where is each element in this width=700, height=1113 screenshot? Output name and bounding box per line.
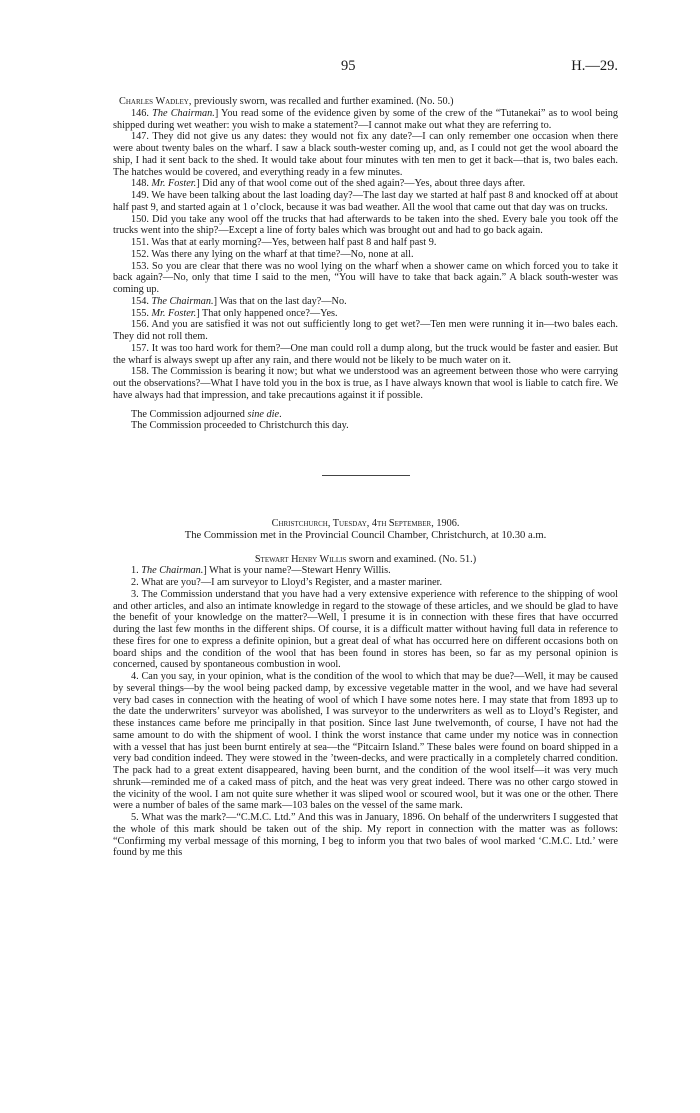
question-number: 155. [131,307,149,319]
question-number: 152. [131,248,149,260]
witness-text: , previously sworn, was recalled and further examined. [188,96,414,107]
question-text: ] Did any of that wool come out of the shed again?—Yes, about three days after. [196,178,526,190]
question-paragraph [113,671,618,812]
question-text: So you are clear that there was no wool lying on the wharf when a shower came on which forced you to take it back again?—No, only that time I said to the men, “You will have to take that back again.” A black south-wester was coming up. [113,260,618,295]
question-paragraph [113,565,618,577]
question-number: 2. [131,577,139,588]
question-paragraph [113,178,618,190]
question-number: 154. [131,295,149,307]
witness-name: Stewart Henry Willis [254,553,347,565]
question-text: We have been talking about the last loading day?—The last day we started at half past 8 and knocked off at about half past 9, and started again at 1 o’clock, because it was bad weather. All the wool that came out that day was on trucks. [113,190,618,213]
witness-number: (No. 51.) [438,553,477,565]
witness-number: (No. 50.) [416,96,454,107]
question-text: ] That only happened once?—Yes. [196,307,338,319]
sitting-note: The Commission met in the Provincial Council Chamber, Christchurch, at 10.30 a.m. [184,529,547,541]
question-number: 158. [131,366,149,378]
proceeded-note: The Commission proceeded to Christchurch this day. [131,420,349,432]
question-number: 146. [131,107,149,119]
question-number: 5. [131,812,139,823]
question-number: 151. [131,237,149,248]
question-number: 1. [131,565,139,577]
question-text: What was the mark?—“C.M.C. Ltd.” And this was in January, 1896. On behalf of the underwriters I suggested that the whole of this mark should be taken out of the ship. My report in connection with the matter was as follows: “Confirming my verbal message of this morning, I beg to inform you that two bales of wool marked ‘C.M.C. Ltd.’ were found by me this [113,812,618,859]
question-text: Can you say, in your opinion, what is the condition of the wool to which that may be due?—Well, it may be caused by several things—by the wool being packed damp, by excessive vegetable matter in the wool, and we have had several very bad cases in connection with the heating of wool of which I have some notes here. I may state that from 1893 up to the date the underwriters’ surveyor was abolished, I was surveyor to the underwriters as well as to Lloyd’s Register, and these instances came before me principally in that position. Since last June twelvemonth, of course, I have not had the same amount to do with the shipment of wool. I think the worst instance that came under my notice was in connection with a vessel that has just been burnt entirely at sea—the “Pitcairn Island.” These bales were found on board shipped in a very bad condition indeed. They were stowed in the ’tween-decks, and were practically in a completely charred condition. The pack had to a great extent disappeared, having been burnt, and the condition of the wool itself—it was very much shrunk—reminded me of a caked mass of pitch, and the heat was very great indeed. There was no other cargo stowed in the vicinity of the wool. I am not quite sure whether it was sliped wool or scoured wool, but it was one or the other. There were a number of bales of the same mark—103 bales on the vessel of the same mark. [113,671,619,812]
question-paragraph [113,308,618,320]
question-paragraph [113,131,618,178]
question-paragraph [113,366,618,401]
speaker: Mr. Foster. [151,307,197,319]
evidence-section-willis [113,565,618,859]
question-number: 157. [131,342,149,354]
question-paragraph [113,190,618,214]
question-paragraph [113,214,618,238]
question-paragraph [113,249,618,261]
question-number: 4. [131,671,139,682]
question-text: And you are satisfied it was not out sufficiently long to get wet?—Ten men were running it in—two bales each. They did not roll them. [113,319,618,342]
question-paragraph [113,589,618,671]
question-number: 3. [131,588,139,600]
question-text: ] What is your name?—Stewart Henry Willis. [203,565,391,577]
question-paragraph [113,237,618,249]
question-text: Was there any lying on the wharf at that time?—No, none at all. [151,248,414,260]
witness-heading-willis [113,554,618,566]
witness-heading-wadley [113,96,618,108]
speaker: The Chairman. [151,295,214,307]
question-text: ] You read some of the evidence given by some of the crew of the “Tutanekai” as to wool being shipped during wet weather: you wish to make a statement?—I cannot make out what they are referring to. [113,107,618,131]
adjournment-note: The Commission adjourned sine die. [131,408,282,420]
section-divider [322,475,410,476]
witness-text: sworn and examined. [346,553,437,565]
question-text: The Commission is bearing it now; but what we understood was an agreement between those who were carrying out the observations?—What I have told you in the box is true, as I have always known that wool is liable to catch fire. We have always had that impression, and take precautions against it if possible. [113,366,618,401]
question-number: 156. [131,319,149,331]
question-number: 149. [131,190,149,201]
witness-name: Charles Wadley [119,96,189,107]
speaker: The Chairman. [141,565,204,577]
question-paragraph [113,108,618,132]
question-paragraph [113,577,618,589]
question-text: What are you?—I am surveyor to Lloyd’s Register, and a master mariner. [141,577,443,588]
speaker: Mr. Foster. [151,178,197,190]
question-text: Was that at early morning?—Yes, between half past 8 and half past 9. [151,237,437,248]
question-text: Did you take any wool off the trucks that had afterwards to be taken into the shed. Every bale you took off the trucks went into the ship?—Except a line of forty bales which was brought out and had to go back again. [113,213,619,237]
question-paragraph [113,319,618,343]
question-paragraph [113,343,618,367]
question-paragraph [113,296,618,308]
sitting-date-heading: Christchurch, Tuesday, 4th September, 1906. [271,518,460,529]
question-number: 153. [131,260,149,272]
question-number: 148. [131,178,149,190]
question-number: 150. [131,213,149,225]
question-paragraph [113,812,618,859]
speaker: The Chairman. [152,107,215,119]
question-text: ] Was that on the last day?—No. [213,295,347,307]
question-number: 147. [131,131,149,143]
question-paragraph [113,261,618,296]
question-text: They did not give us any dates: they would not fix any date?—I can only remember one occasion when there were about twenty bales on the wharf. I saw a black south-wester coming up, and, as I could not get the wool aboard the ship, I had it sent back to the shed. It would take about four minutes with ten men to get it back—that is, two bales each. The hatches would be covered, and everything ready in a few minutes. [113,131,618,178]
evidence-section-wadley [113,108,618,402]
question-text: The Commission understand that you have had a very extensive experience with reference to the shipping of wool and other articles, and also an intimate knowledge in regard to the stowage of these articles, and we should be glad to have the benefit of your knowledge on the matter?—Well, I presume it is in connection with these fires that have occurred during the last few months in the different ships. Of course, it is a difficult matter without having full data in reference to these fires for one to express a definite opinion, but a great deal of what has occurred here on different occasions both on board ships and the condition of the wool that has been found in stores has been, so far as my personal opinion is concerned, caused by spontaneous combustion in wool. [113,588,618,671]
question-text: It was too hard work for them?—One man could roll a dump along, but the truck would be faster and easier. But the wharf is always swept up after any rain, and there would not be likely to be much water on it. [113,342,618,366]
page-number: 95 [341,58,356,74]
document-reference: H.—29. [571,58,618,74]
